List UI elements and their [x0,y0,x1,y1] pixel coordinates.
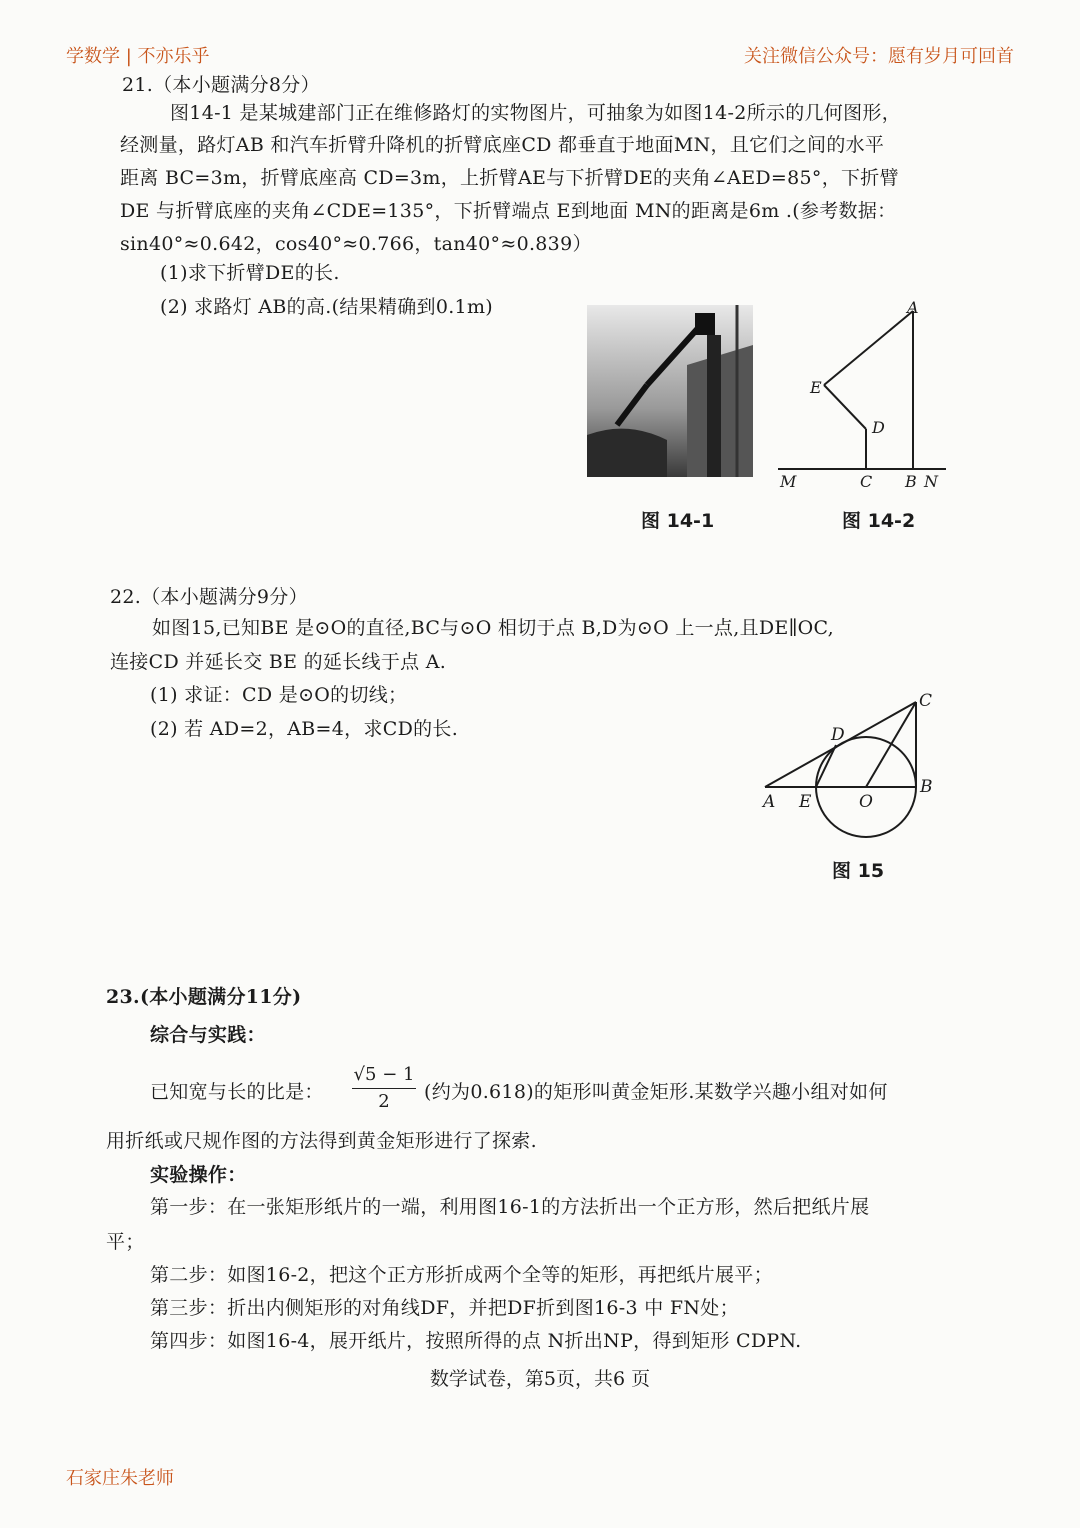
q22-title: 22.（本小题满分9分） [110,586,308,608]
fig14-2-label-E: E [810,378,822,397]
fig15-diagram [755,680,955,850]
page-number-footer: 数学试卷，第5页，共6 页 [429,1368,651,1390]
fig14-2-label-D: D [872,418,885,437]
fraction-numerator: √5 − 1 [352,1064,416,1089]
header-left-text: 学数学 | 不亦乐乎 [66,46,210,67]
q23-intro-line2: 用折纸或尺规作图的方法得到黄金矩形进行了探索. [106,1130,537,1152]
q23-step1-line2: 平； [106,1231,145,1253]
q21-title: 21.（本小题满分8分） [122,74,320,96]
fraction-denominator: 2 [378,1091,390,1112]
q23-step2: 第二步：如图16-2，把这个正方形折成两个全等的矩形，再把纸片展平； [150,1264,773,1286]
fig14-2-label-N: N [924,472,938,491]
author-watermark: 石家庄朱老师 [66,1468,174,1489]
q22-sub1: (1) 求证：CD 是⊙O的切线； [150,684,408,706]
q21-line-5: sin40°≈0.642，cos40°≈0.766，tan40°≈0.839） [120,233,592,255]
q21-sub1: (1)求下折臂DE的长. [160,262,340,284]
q23-step4: 第四步：如图16-4，展开纸片，按照所得的点 N折出NP，得到矩形 CDPN. [150,1330,802,1352]
q21-sub2: (2) 求路灯 AB的高.(结果精确到0.1m) [160,296,493,318]
fig15-label-D: D [831,725,845,745]
q23-step3: 第三步：折出内侧矩形的对角线DF，并把DF折到图16-3 中 FN处； [150,1297,739,1319]
q21-line-1: 图14-1 是某城建部门正在维修路灯的实物图片，可抽象为如图14-2所示的几何图形， [170,102,902,124]
q21-line-3: 距离 BC=3m，折臂底座高 CD=3m，上折臂AE与下折臂DE的夹角∠AED=85°，下折臂 [120,167,899,189]
q21-line-4: DE 与折臂底座的夹角∠CDE=135°，下折臂端点 E到地面 MN的距离是6m .(参考数据： [120,200,897,222]
golden-ratio-fraction [352,1064,416,1112]
fig14-2-caption: 图 14-2 [842,510,916,532]
q23-step1-line1: 第一步：在一张矩形纸片的一端，利用图16-1的方法折出一个正方形，然后把纸片展 [150,1196,870,1218]
fig14-1-caption: 图 14-1 [641,510,715,532]
fig15-caption: 图 15 [832,860,885,882]
q23-intro-post: (约为0.618)的矩形叫黄金矩形.某数学兴趣小组对如何 [424,1081,888,1103]
q22-sub2: (2) 若 AD=2，AB=4，求CD的长. [150,718,459,740]
q23-section-practice: 综合与实践： [150,1024,266,1046]
header-right-text: 关注微信公众号：愿有岁月可回首 [744,46,1014,67]
fig14-2-label-A: A [907,298,919,317]
fig15-label-O: O [859,792,873,812]
fig14-2-label-B: B [905,472,917,491]
q21-line-2: 经测量，路灯AB 和汽车折臂升降机的折臂底座CD 都垂直于地面MN，且它们之间的水平 [120,134,885,156]
fig15-label-B: B [920,777,933,797]
fig15-label-E: E [799,792,812,812]
q23-section-operation: 实验操作： [150,1164,247,1186]
fig15-label-C: C [919,691,933,711]
fig14-2-label-C: C [860,472,873,491]
fig15-label-A: A [763,792,776,812]
fig14-1-photo [587,305,753,477]
q22-line-2: 连接CD 并延长交 BE 的延长线于点 A. [110,651,447,673]
fig14-2-label-M: M [780,472,797,491]
q23-title: 23.(本小题满分11分) [106,986,302,1008]
q22-line-1: 如图15,已知BE 是⊙O的直径,BC与⊙O 相切于点 B,D为⊙O 上一点,且DE∥OC, [152,617,835,639]
q23-intro-pre: 已知宽与长的比是： [150,1081,324,1103]
fig14-2-diagram [770,295,950,500]
